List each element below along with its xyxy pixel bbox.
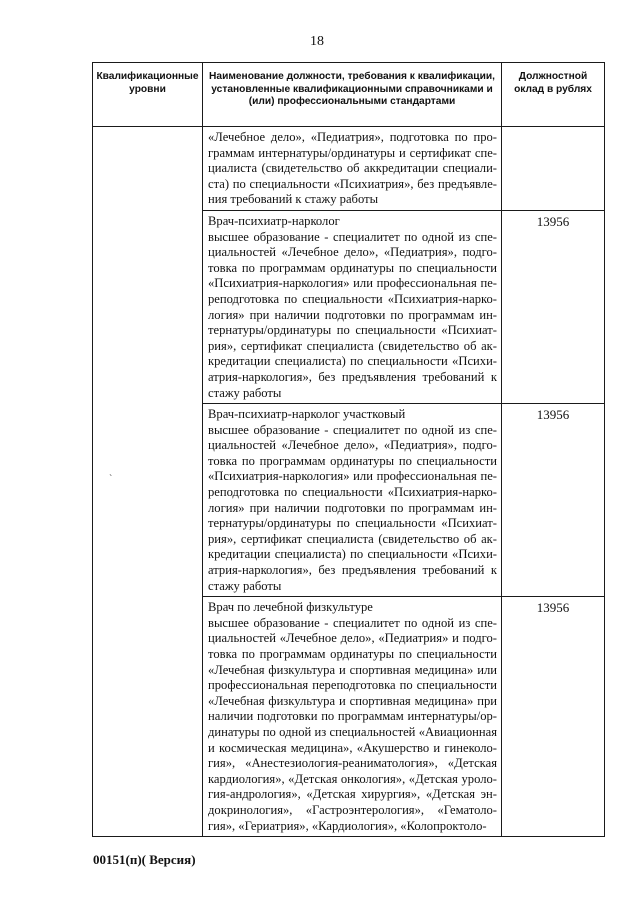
position-requirements-cell [203,597,502,837]
text-line: Врач-психиатр-нарколог [208,213,340,228]
text-line: наличии подготовки по программам интернатуры/ор- [208,709,497,724]
text-line: реподготовка по специальности «Психиатрия-нарко- [208,485,497,500]
text-line: граммам интернатуры/ординатуры и сертификат спе- [208,145,497,160]
text-line: кредитации специалиста) по специальности «Психи- [208,354,497,369]
text-line: рия», сертификат специалиста (свидетельство об ак- [208,338,497,353]
salary-cell [502,404,605,597]
qualification-table [92,62,605,837]
text-line: рия», сертификат специалиста (свидетельство об ак- [208,531,497,546]
text-line: Врач-психиатр-нарколог участковый [208,407,406,422]
text-line: логия» при наличии подготовки по программам ин- [208,307,497,322]
text-line: кардиология», «Детская онкология», «Детская уроло- [208,771,497,786]
text-line: гия-андрология», «Детская хирургия», «Детская эн- [208,787,497,802]
salary-value: 13956 [536,600,570,616]
text-line: Врач по лечебной физкультуре [208,600,373,615]
text-line: и космическая медицина», «Акушерство и гинеколо- [208,740,497,755]
text-line: динатуры по одной из специальностей «Авиационная [208,724,497,739]
text-line: циальностей «Лечебное дело», «Педиатрия», подго- [208,245,497,260]
position-requirements-cell [203,404,502,597]
text-line: «Лечебная физкультура и спортивная медицина» или [208,662,497,677]
table-row [93,127,605,211]
text-line: стажу работы [208,385,282,400]
text-line: циальностей «Лечебное дело», «Педиатрия», подго- [208,438,497,453]
text-line: высшее образование - специалитет по одной из спе- [208,422,497,437]
text-line: атрия-наркология», без предъявления требований к [208,563,497,578]
text-line: гия», «Гериатрия», «Кардиология», «Колопроктоло- [208,818,487,833]
text-line: товка по программам ординатуры по специальности [208,647,497,661]
salary-cell [502,127,605,211]
page-number: 18 [310,34,324,49]
text-line: товка по программам ординатуры по специальности [208,453,497,468]
table-header-row [93,63,605,127]
document-code: 00151(п)( Версия) [93,852,196,867]
text-line: высшее образование - специалитет по одной из спе- [208,615,497,630]
text-line: «Лечебная физкультура и спортивная медицина» при [208,693,497,708]
text-line: циалиста (свидетельство об аккредитации специали- [208,161,497,176]
text-line: тернатуры/ординатуры по специальности «Психиат- [208,516,497,531]
salary-value: 13956 [536,407,570,423]
text-line: профессиональная переподготовка по специальности [208,678,497,693]
text-line: кредитации специалиста) по специальности «Психи- [208,547,497,562]
text-line: логия» при наличии подготовки по программам ин- [208,500,497,515]
text-line: циальностей «Лечебное дело», «Педиатрия» и подго- [208,631,497,646]
text-line: гия», «Анестезиология-реаниматология», «Детская [208,756,497,771]
header-salary: Должностной оклад в рублях [502,63,605,127]
text-line: «Лечебное дело», «Педиатрия», подготовка по про- [208,130,497,144]
salary-value: 13956 [536,213,570,229]
salary-cell [502,597,605,837]
text-line: стажу работы [208,578,282,593]
header-position-requirements: Наименование должности, требования к квалификации, установленные квалификационными справочниками и (или) профессиональными стандартами [203,63,502,127]
text-line: «Психиатрия-наркология» или профессиональная пе- [208,276,497,291]
text-line: тернатуры/ординатуры по специальности «Психиат- [208,323,497,338]
text-line: ста) по специальности «Психиатрия», без предъявле- [208,176,497,191]
text-line: атрия-наркология», без предъявления требований к [208,369,497,384]
salary-cell [502,210,605,403]
header-qualification-levels: Квалификационные уровни [93,63,203,127]
text-line: товка по программам ординатуры по специальности [208,260,497,275]
text-line: реподготовка по специальности «Психиатрия-нарко- [208,291,497,306]
text-line: высшее образование - специалитет по одной из спе- [208,229,497,244]
text-line: «Психиатрия-наркология» или профессиональная пе- [208,469,497,484]
margin-mark: ˋ [109,474,113,485]
text-line: ния требований к стажу работы [208,192,379,207]
position-requirements-cell [203,127,502,211]
text-line: докринология», «Гастроэнтерология», «Гематоло- [208,802,497,817]
position-requirements-cell [203,210,502,403]
